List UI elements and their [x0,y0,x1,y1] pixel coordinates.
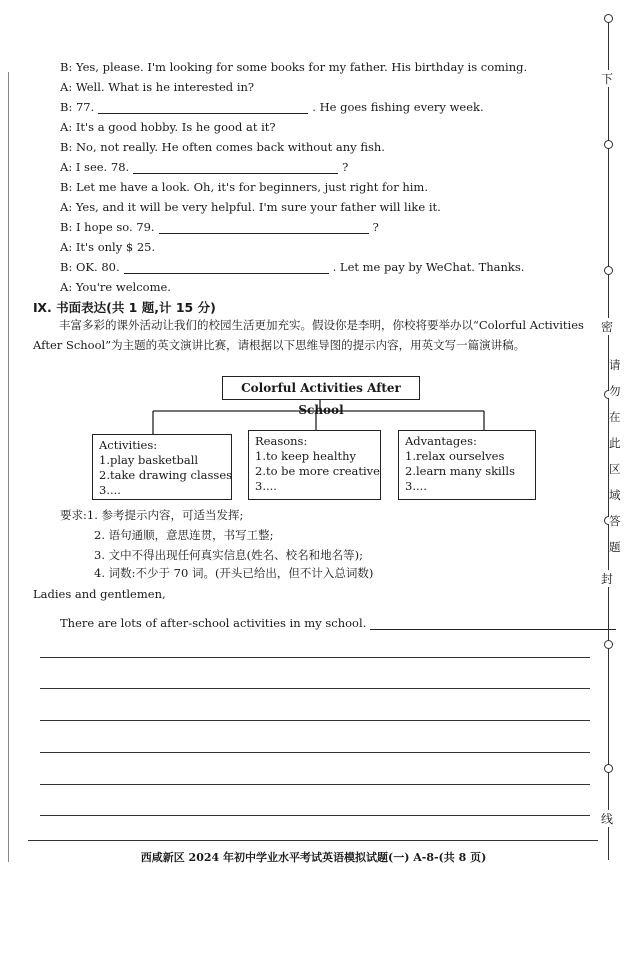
box-item: 1.relax ourselves [405,449,505,463]
dialogue-line-2: A: Well. What is he interested in? [60,80,255,94]
box-item: 2.take drawing classes [99,468,233,482]
binding-circle [604,764,613,773]
dialogue-line-3: B: 77. . He goes fishing every week. [60,100,484,114]
dialogue-text: Yes, and it will be very helpful. I'm sure your father will like it. [75,200,441,214]
writing-line[interactable] [40,688,590,689]
dialogue-line-4: A: It's a good hobby. Is he good at it? [60,120,276,134]
requirement-2: 2. 语句通顺，意思连贯，书写工整; [94,528,274,542]
dialogue-text: . Let me pay by WeChat. Thanks. [332,260,525,274]
question-number: 77. [75,100,95,114]
speaker: A [60,160,69,174]
dialogue-text: It's a good hobby. Is he good at it? [75,120,276,134]
box-heading: Activities: [99,438,158,452]
speaker: B [60,140,69,154]
page-footer: 西咸新区 2024 年初中学业水平考试英语模拟试题(一) A-8-(共 8 页) [140,851,487,864]
speaker: B [60,100,69,114]
box-item: 3.... [99,483,121,497]
dialogue-line-11: B: OK. 80. . Let me pay by WeChat. Thanks. [60,260,525,274]
essay-opening [60,616,620,630]
question-number: 78. [110,160,130,174]
speaker: B [60,220,69,234]
dialogue-line-1: B: Yes, please. I'm looking for some books for my father. His birthday is coming. [60,60,528,74]
binding-note: 请勿在此区域答题 [609,352,623,560]
binding-char-feng: 封 [601,572,614,586]
binding-char-mi: 密 [601,320,614,334]
mind-map-box-activities [92,434,232,500]
speaker: B [60,260,69,274]
dialogue-line-5: B: No, not really. He often comes back without any fish. [60,140,385,154]
dialogue-line-9: B: I hope so. 79. ? [60,220,379,234]
box-heading: Reasons: [255,434,308,448]
dialogue-line-6: A: I see. 78. ? [60,160,349,174]
box-item: 1.play basketball [99,453,199,467]
mind-map-box-reasons [248,430,381,500]
question-number: 80. [101,260,120,274]
speaker: B [60,60,69,74]
dialogue-text: . He goes fishing every week. [312,100,484,114]
dialogue-text: You're welcome. [75,280,171,294]
writing-line[interactable] [40,815,590,816]
binding-circle [604,640,613,649]
binding-circle [604,266,613,275]
box-item: 2.learn many skills [405,464,515,478]
requirement-3: 3. 文中不得出现任何真实信息(姓名、校名和地名等); [94,548,363,562]
binding-circle [604,140,613,149]
writing-line[interactable] [40,752,590,753]
dialogue-text: ? [342,160,349,174]
box-item: 1.to keep healthy [255,449,357,463]
requirement-label: 要求: [60,508,87,522]
essay-opening-text: There are lots of after-school activities in my school. [60,616,367,630]
requirement-4: 4. 词数:不少于 70 词。(开头已给出，但不计入总词数) [94,566,374,580]
footer-rule [28,840,598,841]
dialogue-line-12: A: You're welcome. [60,280,171,294]
dialogue-text: ? [372,220,379,234]
dialogue-text: I see. [75,160,108,174]
speaker: A [60,240,69,254]
speaker: A [60,80,69,94]
writing-line-first[interactable] [370,617,616,630]
dialogue-text: It's only $ 25. [75,240,156,254]
section-heading: Ⅸ. 书面表达(共 1 题,计 15 分) [33,300,216,315]
binding-char-xian: 线 [601,812,614,826]
writing-line[interactable] [40,784,590,785]
mind-map-title: Colorful Activities After School [222,376,420,400]
question-number: 79. [136,220,155,234]
requirement-text: 1. 参考提示内容，可适当发挥; [86,508,244,522]
box-item: 3.... [405,479,427,493]
dialogue-line-7: B: Let me have a look. Oh, it's for beginners, just right for him. [60,180,428,194]
essay-greeting: Ladies and gentlemen, [33,587,166,601]
speaker: A [60,280,69,294]
binding-char-xia: 下 [601,72,614,86]
mind-map-box-advantages [398,430,536,500]
box-heading: Advantages: [405,434,477,448]
dialogue-text: OK. [75,260,98,274]
dialogue-text: Well. What is he interested in? [75,80,255,94]
speaker: A [60,200,69,214]
box-item: 3.... [255,479,277,493]
writing-line[interactable] [40,657,590,658]
section-instructions: 丰富多彩的课外活动让我们的校园生活更加充实。假设你是李明，你校将要举办以“Colorful Activities After School”为主题的英文演讲比赛，请根据以下思维导图的提示内容，用英文写一篇演讲稿。 [33,318,584,352]
writing-line[interactable] [40,720,590,721]
requirement-1 [60,508,243,522]
dialogue-text: I hope so. [75,220,133,234]
dialogue-text: No, not really. He often comes back without any fish. [75,140,385,154]
dialogue-line-10: A: It's only $ 25. [60,240,156,254]
box-item: 2.to be more creative [255,464,380,478]
dialogue-text: Let me have a look. Oh, it's for beginners, just right for him. [75,180,428,194]
speaker: B [60,180,69,194]
speaker: A [60,120,69,134]
dialogue-text: Yes, please. I'm looking for some books for my father. His birthday is coming. [75,60,528,74]
dialogue-line-8: A: Yes, and it will be very helpful. I'm sure your father will like it. [60,200,441,214]
binding-circle [604,14,613,23]
